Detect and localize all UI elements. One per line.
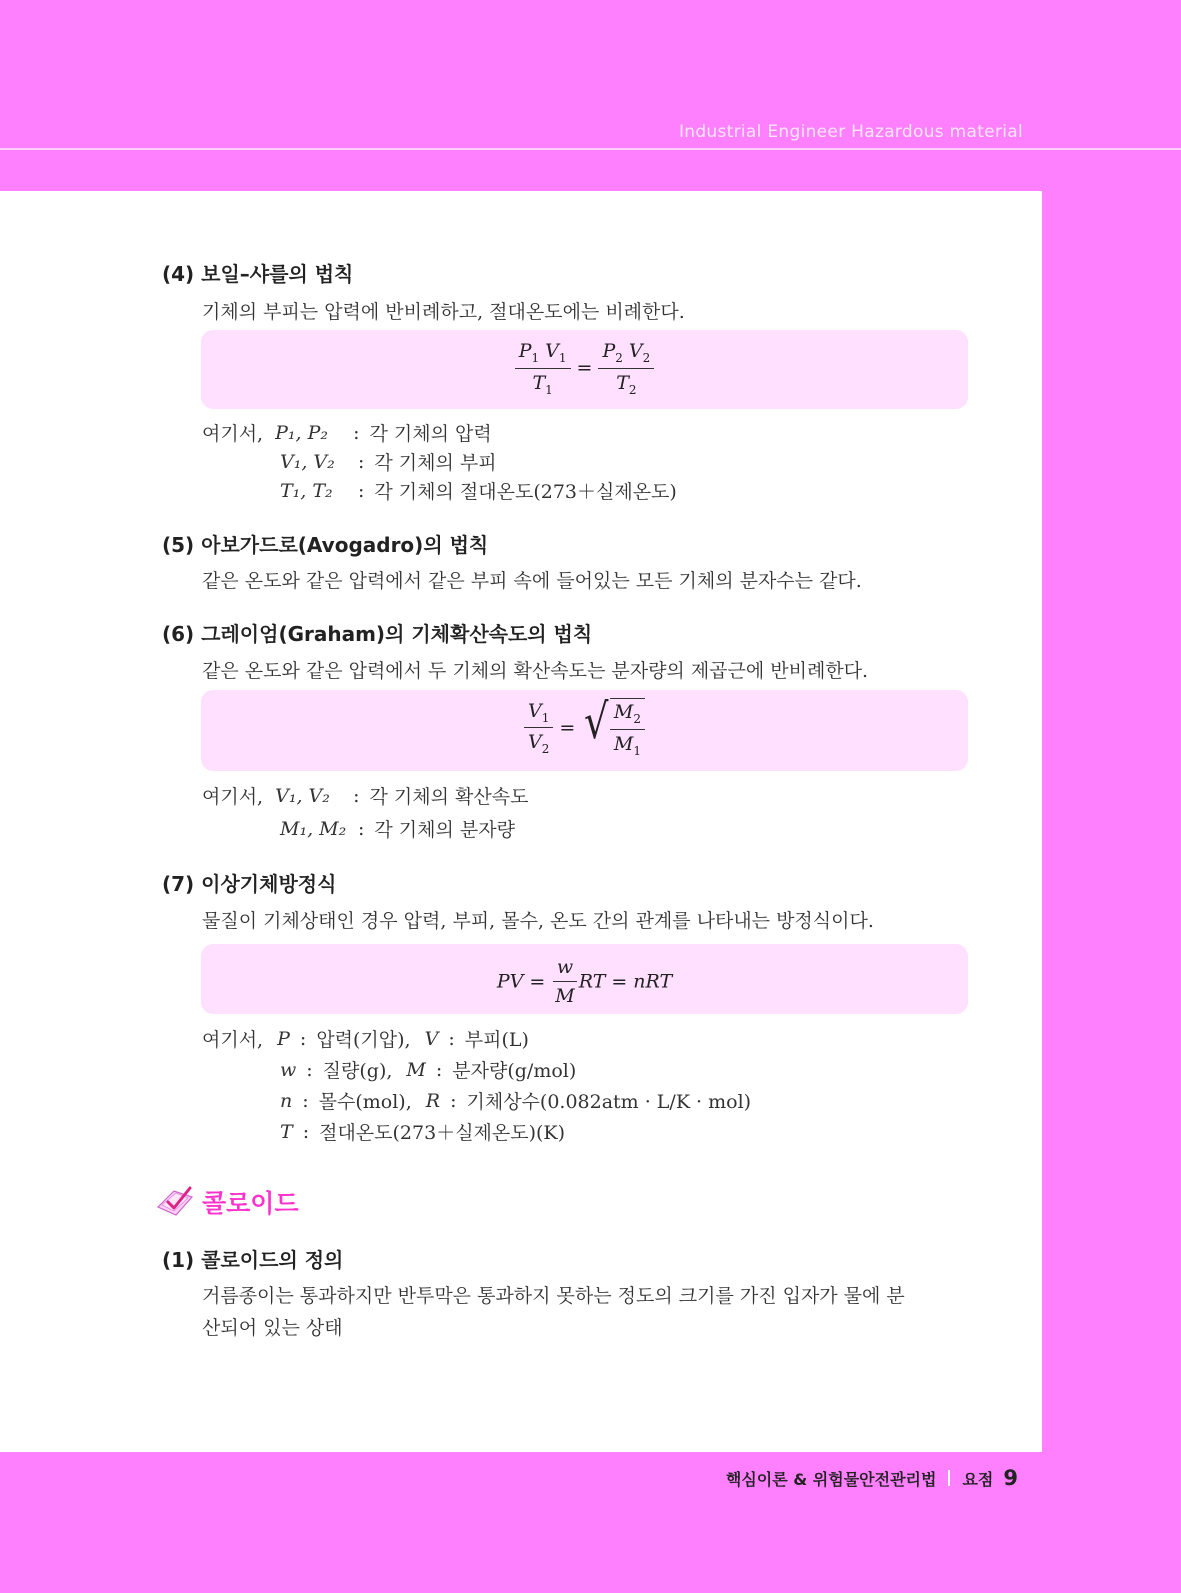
- graham-desc: 같은 온도와 같은 압력에서 두 기체의 확산속도는 분자량의 제곱근에 반비례한다.: [202, 660, 869, 682]
- definition-var: V: [424, 1027, 439, 1050]
- definition-var: M: [406, 1058, 426, 1081]
- ideal-gas-formula-box: [201, 944, 968, 1014]
- ideal-gas-definitions: 여기서, P : 압력(기압), V : 부피(L) w : 질량(g), M : 분자량(g/mol) n : 몰수(mol), R : 기체상수(0.082atm · L/K · mol) T : 절대온도(273＋실제온도)(K): [202, 1023, 751, 1147]
- definition-text: 각 기체의 부피: [374, 452, 497, 474]
- definition-vars: V₁, V₂: [280, 450, 335, 473]
- footer-separator: [948, 1470, 950, 1486]
- colloid-definition-heading: (1) 콜로이드의 정의: [162, 1248, 344, 1272]
- definition-vars: P₁, P₂: [275, 421, 328, 444]
- boyle-charles-definitions: 여기서, P₁, P₂ : 각 기체의 압력 V₁, V₂ : 각 기체의 부피 T₁, T₂ : 각 기체의 절대온도(273＋실제온도): [202, 418, 677, 505]
- avogadro-desc: 같은 온도와 같은 압력에서 같은 부피 속에 들어있는 모든 기체의 분자수는 같다.: [202, 570, 862, 592]
- definition-text: 각 기체의 확산속도: [369, 786, 529, 808]
- footer: [726, 1466, 1018, 1490]
- boyle-charles-heading: (4) 보일–샤를의 법칙: [162, 262, 354, 286]
- graham-formula-box: [201, 690, 968, 771]
- colloid-section-title: 콜로이드: [202, 1189, 299, 1218]
- colloid-desc-line2: 산되어 있는 상태: [202, 1317, 343, 1339]
- definition-var: P: [277, 1027, 290, 1050]
- definition-text: 부피(L): [464, 1029, 529, 1051]
- definition-text: 압력(기압),: [316, 1029, 411, 1051]
- definition-text: 몰수(mol),: [318, 1091, 412, 1113]
- definition-text: 절대온도(273＋실제온도)(K): [319, 1122, 566, 1144]
- definition-var: R: [425, 1089, 441, 1112]
- definition-text: 각 기체의 절대온도(273＋실제온도): [374, 481, 677, 503]
- definition-var: n: [280, 1089, 293, 1112]
- graham-definitions: 여기서, V₁, V₂ : 각 기체의 확산속도 M₁, M₂ : 각 기체의 분자량: [202, 779, 528, 845]
- definition-vars: T₁, T₂: [280, 479, 333, 502]
- page-number: 9: [1003, 1466, 1018, 1490]
- definition-lead: 여기서,: [202, 1029, 264, 1051]
- definition-text: 각 기체의 분자량: [374, 819, 515, 841]
- definition-vars: V₁, V₂: [275, 784, 330, 807]
- footer-section: 요점: [962, 1469, 994, 1489]
- avogadro-heading: (5) 아보가드로(Avogadro)의 법칙: [162, 533, 489, 557]
- checklist-icon: [156, 1185, 196, 1221]
- ideal-gas-heading: (7) 이상기체방정식: [162, 872, 337, 896]
- ideal-gas-desc: 물질이 기체상태인 경우 압력, 부피, 몰수, 온도 간의 관계를 나타내는 방정식이다.: [202, 910, 874, 932]
- header-title: Industrial Engineer Hazardous material: [678, 122, 1023, 142]
- definition-text: 분자량(g/mol): [452, 1060, 577, 1082]
- colloid-desc-line1: 거름종이는 통과하지만 반투막은 통과하지 못하는 정도의 크기를 가진 입자가 물에 분: [202, 1285, 905, 1307]
- boyle-charles-desc: 기체의 부피는 압력에 반비례하고, 절대온도에는 비례한다.: [202, 301, 685, 323]
- definition-text: 질량(g),: [322, 1060, 393, 1082]
- definition-vars: M₁, M₂: [280, 817, 347, 840]
- definition-var: T: [280, 1120, 293, 1143]
- ideal-gas-formula: PV = $\frac{w}{M}$ RT = nRT: [496, 956, 673, 1007]
- definition-lead: 여기서,: [202, 786, 264, 808]
- header-divider: [0, 148, 1181, 150]
- definition-text: 기체상수(0.082atm · L/K · mol): [466, 1091, 752, 1113]
- graham-formula: $\frac{V_1}{V_2}$ = √ $\frac{M_2}{M_1}$: [201, 698, 968, 758]
- definition-var: w: [280, 1058, 297, 1081]
- boyle-charles-formula: $\frac{P_1 V_1}{T_1}$ = $\frac{P_2 V_2}{T_2}$: [201, 340, 968, 397]
- definition-text: 각 기체의 압력: [369, 423, 492, 445]
- graham-heading: (6) 그레이엄(Graham)의 기체확산속도의 법칙: [162, 622, 593, 646]
- definition-lead: 여기서,: [202, 423, 264, 445]
- footer-book-title: 핵심이론 & 위험물안전관리법: [725, 1469, 937, 1489]
- boyle-charles-formula-box: [201, 330, 968, 409]
